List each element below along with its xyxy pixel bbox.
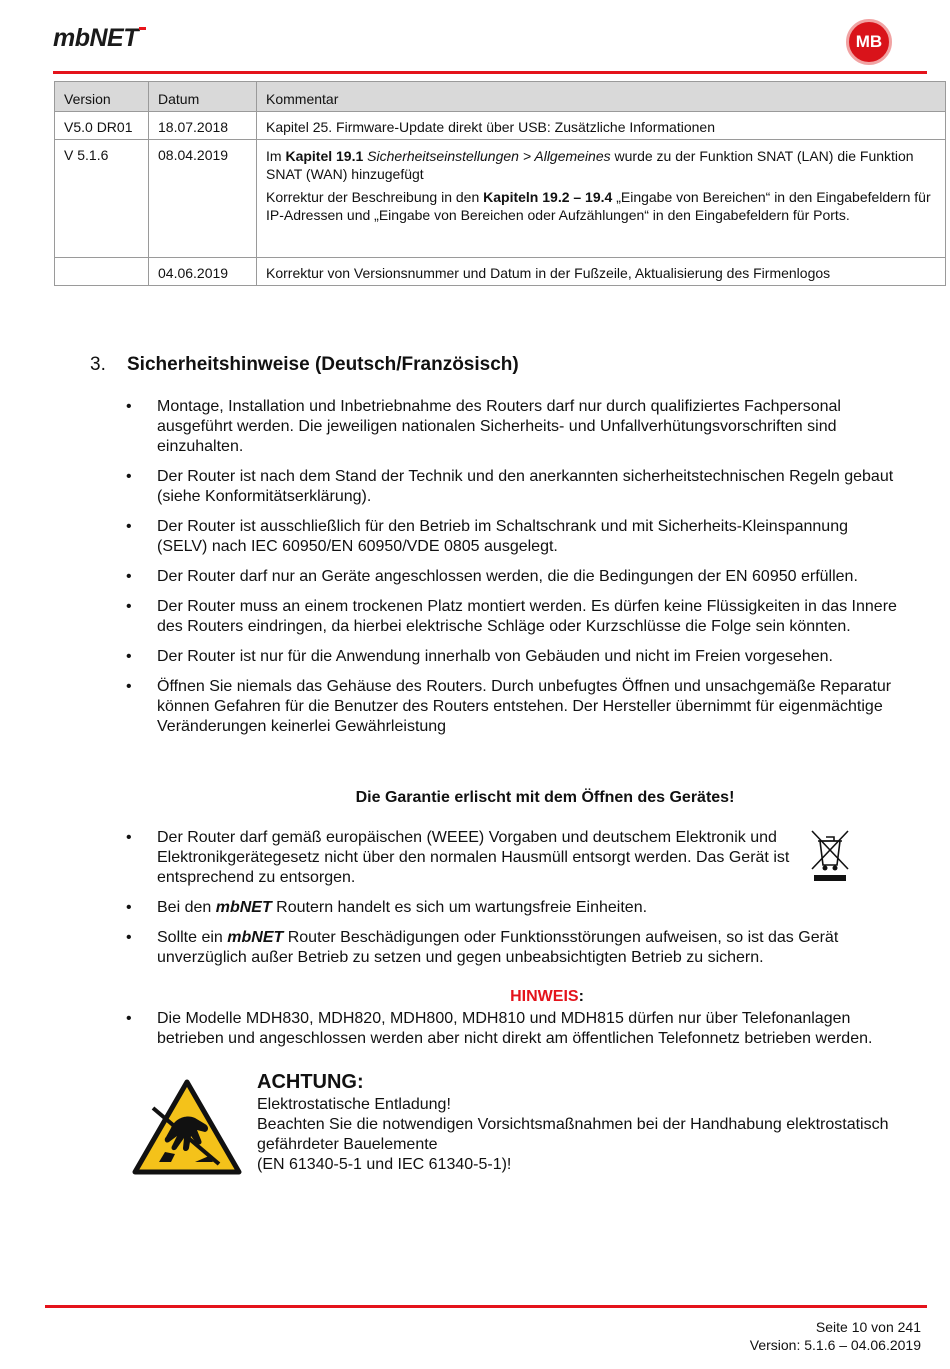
safety-notes-list — [157, 397, 897, 747]
page-footer — [750, 1318, 921, 1354]
list-item: • Der Router darf nur an Geräte angeschlossen werden, die die Bedingungen der EN 60950 erfüllen. — [157, 567, 897, 587]
achtung-line: Elektrostatische Entladung! — [257, 1096, 451, 1113]
achtung-heading: ACHTUNG: — [257, 1071, 364, 1093]
cell-date: 04.06.2019 — [149, 258, 257, 286]
header-comment: Kommentar — [257, 82, 946, 112]
achtung-line: (EN 61340-5-1 und IEC 61340-5-1)! — [257, 1156, 512, 1173]
header-version: Version — [55, 82, 149, 112]
comment-paragraph: Im Kapitel 19.1 Sicherheitseinstellungen > Allgemeines wurde zu der Funktion SNAT (LAN) die Funktion SNAT (WAN) hinzugefügt — [266, 148, 914, 182]
list-item: • Die Modelle MDH830, MDH820, MDH800, MDH810 und MDH815 dürfen nur über Telefonanlagen betrieben und angeschlossen werden aber nicht direkt am öffentlichen Telefonnetz betrieben werden. — [157, 1009, 897, 1049]
list-item: • Montage, Installation und Inbetriebnahme des Routers darf nur durch qualifiziertes Fachpersonal ausgeführt werden. Die jeweiligen nationalen Sicherheits- und Unfallverhütungsvorschriften sind einzuhalten. — [157, 397, 897, 457]
list-item: • Öffnen Sie niemals das Gehäuse des Routers. Durch unbefugtes Öffnen und unsachgemäße Reparatur können Gefahren für die Benutzer des Routers entstehen. Der Hersteller übernimmt für eigenmächtige Veränderungen keinerlei Gewährleistung — [157, 677, 897, 737]
list-item: • Der Router ist ausschließlich für den Betrieb im Schaltschrank und mit Sicherheits-Kleinspannung (SELV) nach IEC 60950/EN 60950/VDE 0805 ausgelegt. — [157, 517, 897, 557]
footer-divider — [45, 1305, 927, 1308]
logo-accent-mark — [139, 27, 146, 30]
mbnet-logo: mbNET — [53, 24, 146, 53]
mb-company-badge: MB — [846, 19, 892, 65]
table-row — [55, 258, 946, 286]
cell-comment — [257, 140, 946, 258]
table-row — [55, 112, 946, 140]
esd-warning-icon — [131, 1078, 243, 1176]
header-divider — [53, 71, 927, 74]
cell-date: 18.07.2018 — [149, 112, 257, 140]
achtung-line: Beachten Sie die notwendigen Vorsichtsmaßnahmen bei der Handhabung elektrostatisch gefährdeter Bauelemente — [257, 1116, 889, 1153]
list-item: • Der Router ist nur für die Anwendung innerhalb von Gebäuden und nicht im Freien vorgesehen. — [157, 647, 897, 667]
cell-comment: Korrektur von Versionsnummer und Datum in der Fußzeile, Aktualisierung des Firmenlogos — [257, 258, 946, 286]
header-date: Datum — [149, 82, 257, 112]
warranty-note: Die Garantie erlischt mit dem Öffnen des Gerätes! — [355, 789, 735, 806]
hinweis-list — [157, 1009, 897, 1059]
cell-version — [55, 258, 149, 286]
list-item: • Bei den mbNET Routern handelt es sich um wartungsfreie Einheiten. — [157, 898, 897, 918]
cell-version: V 5.1.6 — [55, 140, 149, 258]
list-item: • Sollte ein mbNET Router Beschädigungen oder Funktionsstörungen aufweisen, so ist das Gerät unverzüglich außer Betrieb zu setzen und gegen unbeabsichtigten Betrieb zu sichern. — [157, 928, 897, 968]
list-item: • Der Router darf gemäß europäischen (WEEE) Vorgaben und deutschem Elektronik und Elektronikgerätegesetz nicht über den normalen Hausmüll entsorgt werden. Das Gerät ist entsprechend zu entsorgen. — [157, 828, 797, 888]
comment-paragraph: Korrektur der Beschreibung in den Kapiteln 19.2 – 19.4 „Eingabe von Bereichen“ in den Eingabefeldern für IP-Adressen und „Eingabe von Bereichen oder Aufzählungen“ in den Eingabefeldern für Ports. — [266, 189, 931, 223]
disposal-notes-list — [157, 828, 897, 978]
version-history-table — [54, 81, 946, 286]
table-header-row — [55, 82, 946, 112]
section-heading: 3. Sicherheitshinweise (Deutsch/Französisch) — [90, 354, 519, 375]
cell-date: 08.04.2019 — [149, 140, 257, 258]
table-row — [55, 140, 946, 258]
weee-crossed-bin-icon — [808, 827, 852, 883]
cell-version: V5.0 DR01 — [55, 112, 149, 140]
list-item: • Der Router muss an einem trockenen Platz montiert werden. Es dürfen keine Flüssigkeiten in das Innere des Routers eindringen, da hierbei elektrische Schläge oder Kurzschlüsse die Folge sein könnten. — [157, 597, 897, 637]
hinweis-label: HINWEIS: — [510, 988, 584, 1005]
cell-comment: Kapitel 25. Firmware-Update direkt über USB: Zusätzliche Informationen — [257, 112, 946, 140]
esd-warning-block — [257, 1072, 937, 1175]
list-item: • Der Router ist nach dem Stand der Technik und den anerkannten sicherheitstechnischen Regeln gebaut (siehe Konformitätserklärung). — [157, 467, 897, 507]
page-number: Seite 10 von 241 — [815, 1319, 921, 1335]
footer-version: Version: 5.1.6 – 04.06.2019 — [749, 1337, 921, 1353]
